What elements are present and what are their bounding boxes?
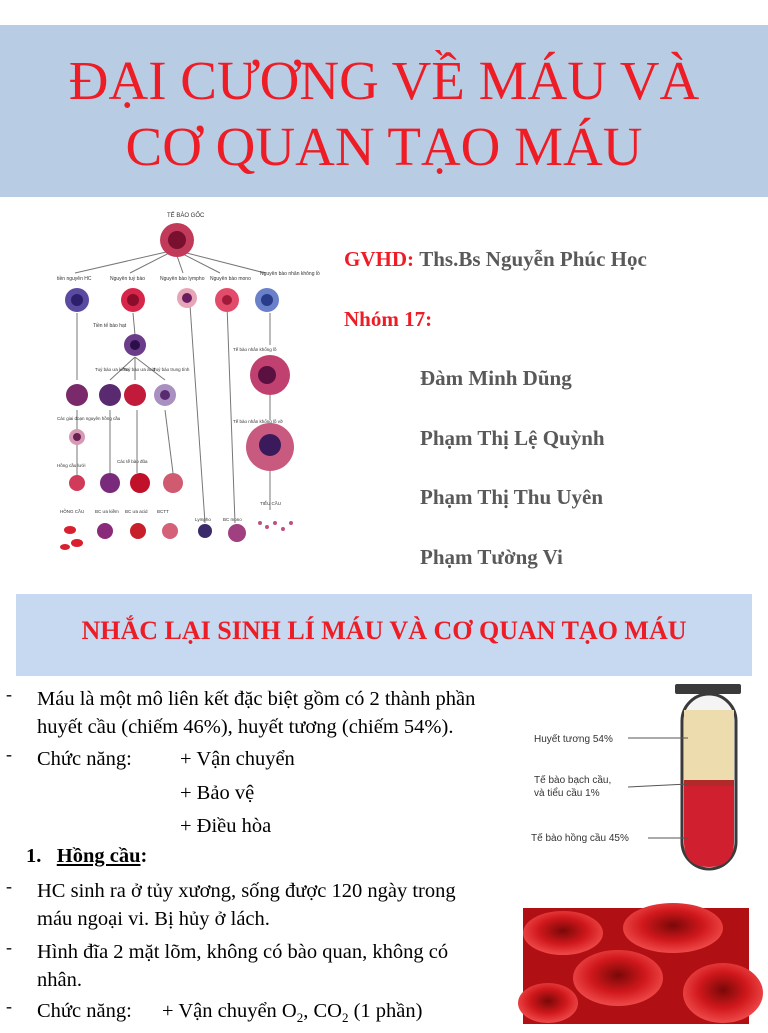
text-run: + Vận chuyển O bbox=[162, 1000, 297, 1022]
bullet-dash: - bbox=[6, 684, 12, 704]
paragraph-line: Máu là một mô liên kết đặc biệt gồm có 2 thành phần bbox=[37, 688, 476, 710]
paragraph-line: huyết cầu (chiếm 46%), huyết tương (chiếm 54%). bbox=[37, 716, 454, 738]
heading-text: Hồng cầu bbox=[56, 845, 141, 867]
diagram-label: Tế bào nhân khổng lồ vỡ bbox=[233, 419, 283, 424]
function-item bbox=[162, 996, 422, 1033]
diagram-label: Lympho bbox=[195, 517, 211, 522]
function-item: + Vận chuyển bbox=[180, 748, 295, 770]
diagram-label: Nguyên bào lympho bbox=[160, 276, 205, 282]
function-label: Chức năng: bbox=[37, 1000, 132, 1022]
diagram-label: BC ưa kiềm bbox=[95, 509, 119, 514]
paragraph-line: HC sinh ra ở tủy xương, sống được 120 ngày trong bbox=[37, 880, 456, 902]
diagram-label: BC ưa acid bbox=[125, 509, 148, 514]
paragraph-line: nhân. bbox=[37, 969, 82, 991]
function-item: + Bảo vệ bbox=[180, 782, 255, 804]
member-name: Phạm Thị Lệ Quỳnh bbox=[420, 426, 605, 450]
function-label: Chức năng: bbox=[37, 748, 132, 770]
diagram-label: HỒNG CẦU bbox=[60, 509, 85, 514]
member-name: Phạm Thị Thu Uyên bbox=[420, 485, 604, 509]
subscript: 2 bbox=[296, 1010, 304, 1026]
tube-label-plasma: Huyết tương 54% bbox=[534, 734, 613, 745]
group-label: Nhóm 17 bbox=[344, 307, 426, 331]
diagram-label: Tuỷ bào trung tính bbox=[153, 367, 190, 372]
section-heading-red-cells bbox=[26, 845, 147, 868]
member-name: Đàm Minh Dũng bbox=[420, 366, 572, 390]
diagram-label: Nguyên bào mono bbox=[210, 276, 251, 282]
diagram-label: Nguyên tuỷ bào bbox=[110, 276, 146, 282]
tube-label-rbc: Tế bào hồng cầu 45% bbox=[531, 833, 629, 844]
diagram-label: Các giai đoạn nguyên hồng cầu bbox=[57, 416, 121, 421]
title-line-2: CƠ QUAN TẠO MÁU bbox=[125, 116, 643, 177]
bullet-dash: - bbox=[6, 937, 12, 957]
diagram-label: BCTT bbox=[157, 509, 169, 514]
paragraph-line: Hình đĩa 2 mặt lõm, không có bào quan, không có bbox=[37, 941, 449, 963]
hematopoiesis-diagram bbox=[55, 205, 320, 557]
text-run: , CO bbox=[303, 1000, 342, 1022]
heading-number: 1. bbox=[26, 845, 42, 867]
title-line-1: ĐẠI CƯƠNG VỀ MÁU VÀ bbox=[68, 50, 700, 111]
slide-title bbox=[0, 48, 768, 180]
heading-colon: : bbox=[140, 845, 148, 867]
diagram-label: Hồng cầu lưới bbox=[57, 463, 86, 468]
red-blood-cells-image bbox=[523, 908, 749, 1024]
diagram-label: Tuỷ bào ưa acid bbox=[123, 367, 156, 372]
bullet-dash: - bbox=[6, 876, 12, 896]
diagram-root-label: TẾ BÀO GỐC bbox=[167, 213, 205, 219]
paragraph-line: máu ngoại vi. Bị hủy ở lách. bbox=[37, 908, 270, 930]
tube-label-buffy-1: Tế bào bạch cầu, bbox=[534, 775, 612, 786]
diagram-label: TIỂU CẦU bbox=[260, 501, 282, 506]
member-name: Phạm Tường Vi bbox=[420, 545, 563, 569]
diagram-label: Nguyên bào nhân không lồ bbox=[260, 271, 320, 277]
diagram-label: Tuỷ bào ưa kiềm bbox=[95, 367, 129, 372]
blood-tube-diagram bbox=[528, 680, 768, 885]
section-title: NHẮC LẠI SINH LÍ MÁU VÀ CƠ QUAN TẠO MÁU bbox=[81, 616, 687, 645]
text-run: (1 phần) bbox=[348, 1000, 423, 1022]
group-line bbox=[344, 307, 432, 332]
instructor-line bbox=[344, 247, 647, 272]
subscript: 2 bbox=[341, 1010, 349, 1026]
diagram-label: Các tế bào đũa bbox=[117, 459, 148, 464]
bullet-dash: - bbox=[6, 996, 12, 1016]
instructor-name: Ths.Bs Nguyễn Phúc Học bbox=[419, 247, 647, 271]
diagram-label: Tế bào nhân khổng lồ bbox=[233, 347, 277, 352]
tube-label-buffy-2: và tiểu cầu 1% bbox=[534, 788, 600, 799]
diagram-label: BC mono bbox=[223, 517, 242, 522]
group-colon: : bbox=[425, 307, 433, 331]
diagram-label: tiền nguyên HC bbox=[57, 276, 92, 282]
function-item: + Điều hòa bbox=[180, 815, 272, 837]
instructor-label: GVHD: bbox=[344, 247, 414, 271]
diagram-label: Tiền tế bào hạt bbox=[93, 323, 127, 329]
bullet-dash: - bbox=[6, 744, 12, 764]
